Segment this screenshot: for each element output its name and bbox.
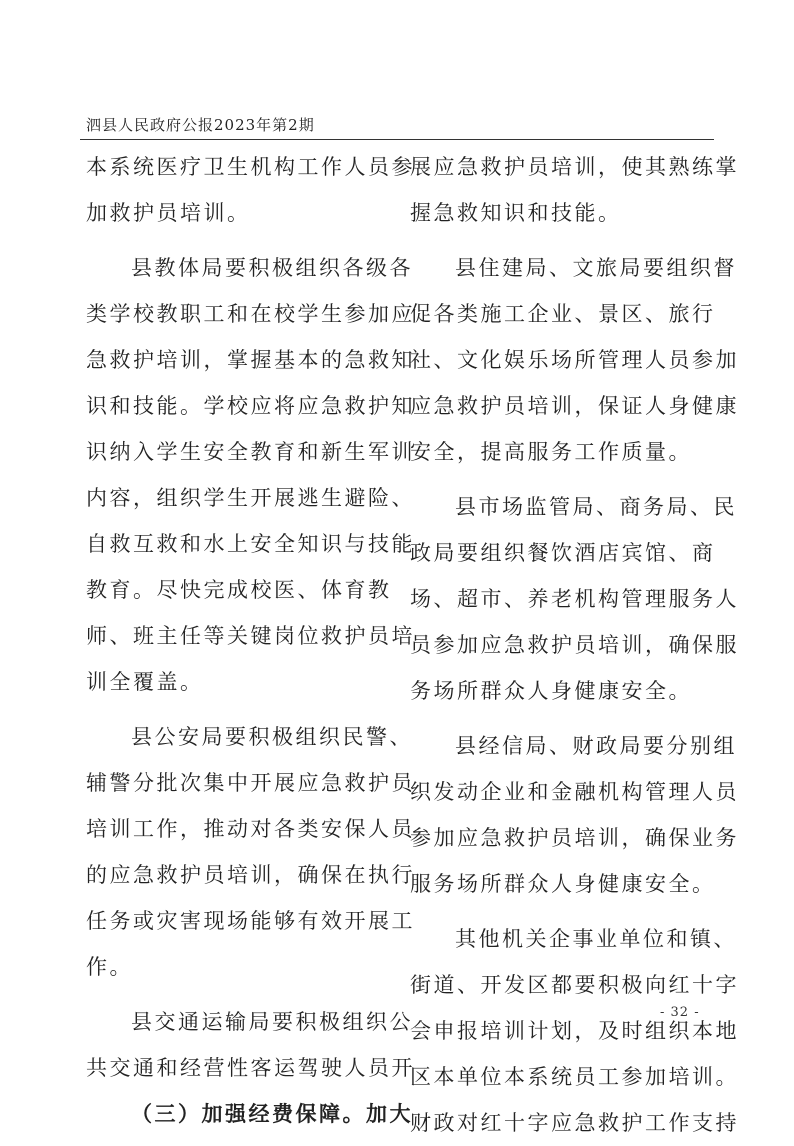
- text-line: 的应急救护员培训，确保在执行: [86, 863, 415, 887]
- text-line: 识和技能。学校应将应急救护知: [86, 394, 415, 418]
- text-line: 辅警分批次集中开展应急救护员: [86, 771, 415, 795]
- text-line: 参加应急救护员培训，确保业务: [410, 826, 739, 850]
- text-line: 县教体局要积极组织各级各: [131, 256, 413, 280]
- header-rule: [80, 139, 714, 140]
- text-line: 共交通和经营性客运驾驶人员开: [86, 1056, 415, 1080]
- text-line: 内容，组织学生开展逃生避险、: [86, 486, 415, 510]
- text-line: 任务或灾害现场能够有效开展工: [86, 909, 415, 933]
- text-line: 加救护员培训。: [86, 201, 251, 225]
- text-line: 会申报培训计划，及时组织本地: [410, 1019, 739, 1043]
- text-line: 训全覆盖。: [86, 670, 204, 694]
- text-line: 务场所群众人身健康安全。: [410, 679, 692, 703]
- text-line: 县公安局要积极组织民警、: [131, 725, 413, 749]
- text-line: 本系统医疗卫生机构工作人员参: [86, 155, 415, 179]
- text-line: 员参加应急救护员培训，确保服: [410, 633, 739, 657]
- left-column: [86, 144, 415, 1137]
- text-line: 财政对红十字应急救护工作支持: [410, 1111, 739, 1135]
- text-line: 社、文化娱乐场所管理人员参加: [410, 348, 739, 372]
- text-line: 织发动企业和金融机构管理人员: [410, 780, 739, 804]
- section-heading-line: （三）加强经费保障。加大: [131, 1102, 413, 1126]
- text-line: 县住建局、文旅局要组织督: [455, 256, 737, 280]
- text-line: 类学校教职工和在校学生参加应: [86, 302, 415, 326]
- text-line: 自救互救和水上安全知识与技能: [86, 532, 415, 556]
- text-line: 识纳入学生安全教育和新生军训: [86, 440, 415, 464]
- text-line: 县交通运输局要积极组织公: [131, 1010, 413, 1034]
- right-column: [410, 144, 739, 1146]
- text-line: 培训工作，推动对各类安保人员: [86, 817, 415, 841]
- text-line: 区本单位本系统员工参加培训。: [410, 1065, 739, 1089]
- text-line: 应急救护员培训，保证人身健康: [410, 394, 739, 418]
- text-line: 展应急救护员培训，使其熟练掌: [410, 155, 739, 179]
- text-line: 安全，提高服务工作质量。: [410, 440, 692, 464]
- text-line: 县市场监管局、商务局、民: [455, 495, 737, 519]
- text-line: 场、超市、养老机构管理服务人: [410, 587, 739, 611]
- text-line: 教育。尽快完成校医、体育教: [86, 578, 392, 602]
- text-line: 握急救知识和技能。: [410, 201, 622, 225]
- text-line: 师、班主任等关键岗位救护员培: [86, 624, 415, 648]
- text-line: 急救护培训，掌握基本的急救知: [86, 348, 415, 372]
- text-line: 服务场所群众人身健康安全。: [410, 872, 716, 896]
- page-number: - 32 -: [660, 1005, 700, 1020]
- text-line: 作。: [86, 955, 133, 979]
- text-line: 促各类施工企业、景区、旅行: [410, 302, 716, 326]
- text-line: 县经信局、财政局要分别组: [455, 734, 737, 758]
- text-line: 政局要组织餐饮酒店宾馆、商: [410, 541, 716, 565]
- text-line: 其他机关企事业单位和镇、: [455, 927, 737, 951]
- text-line: 街道、开发区都要积极向红十字: [410, 973, 739, 997]
- page-header: 泗县人民政府公报2023年第2期: [86, 116, 315, 134]
